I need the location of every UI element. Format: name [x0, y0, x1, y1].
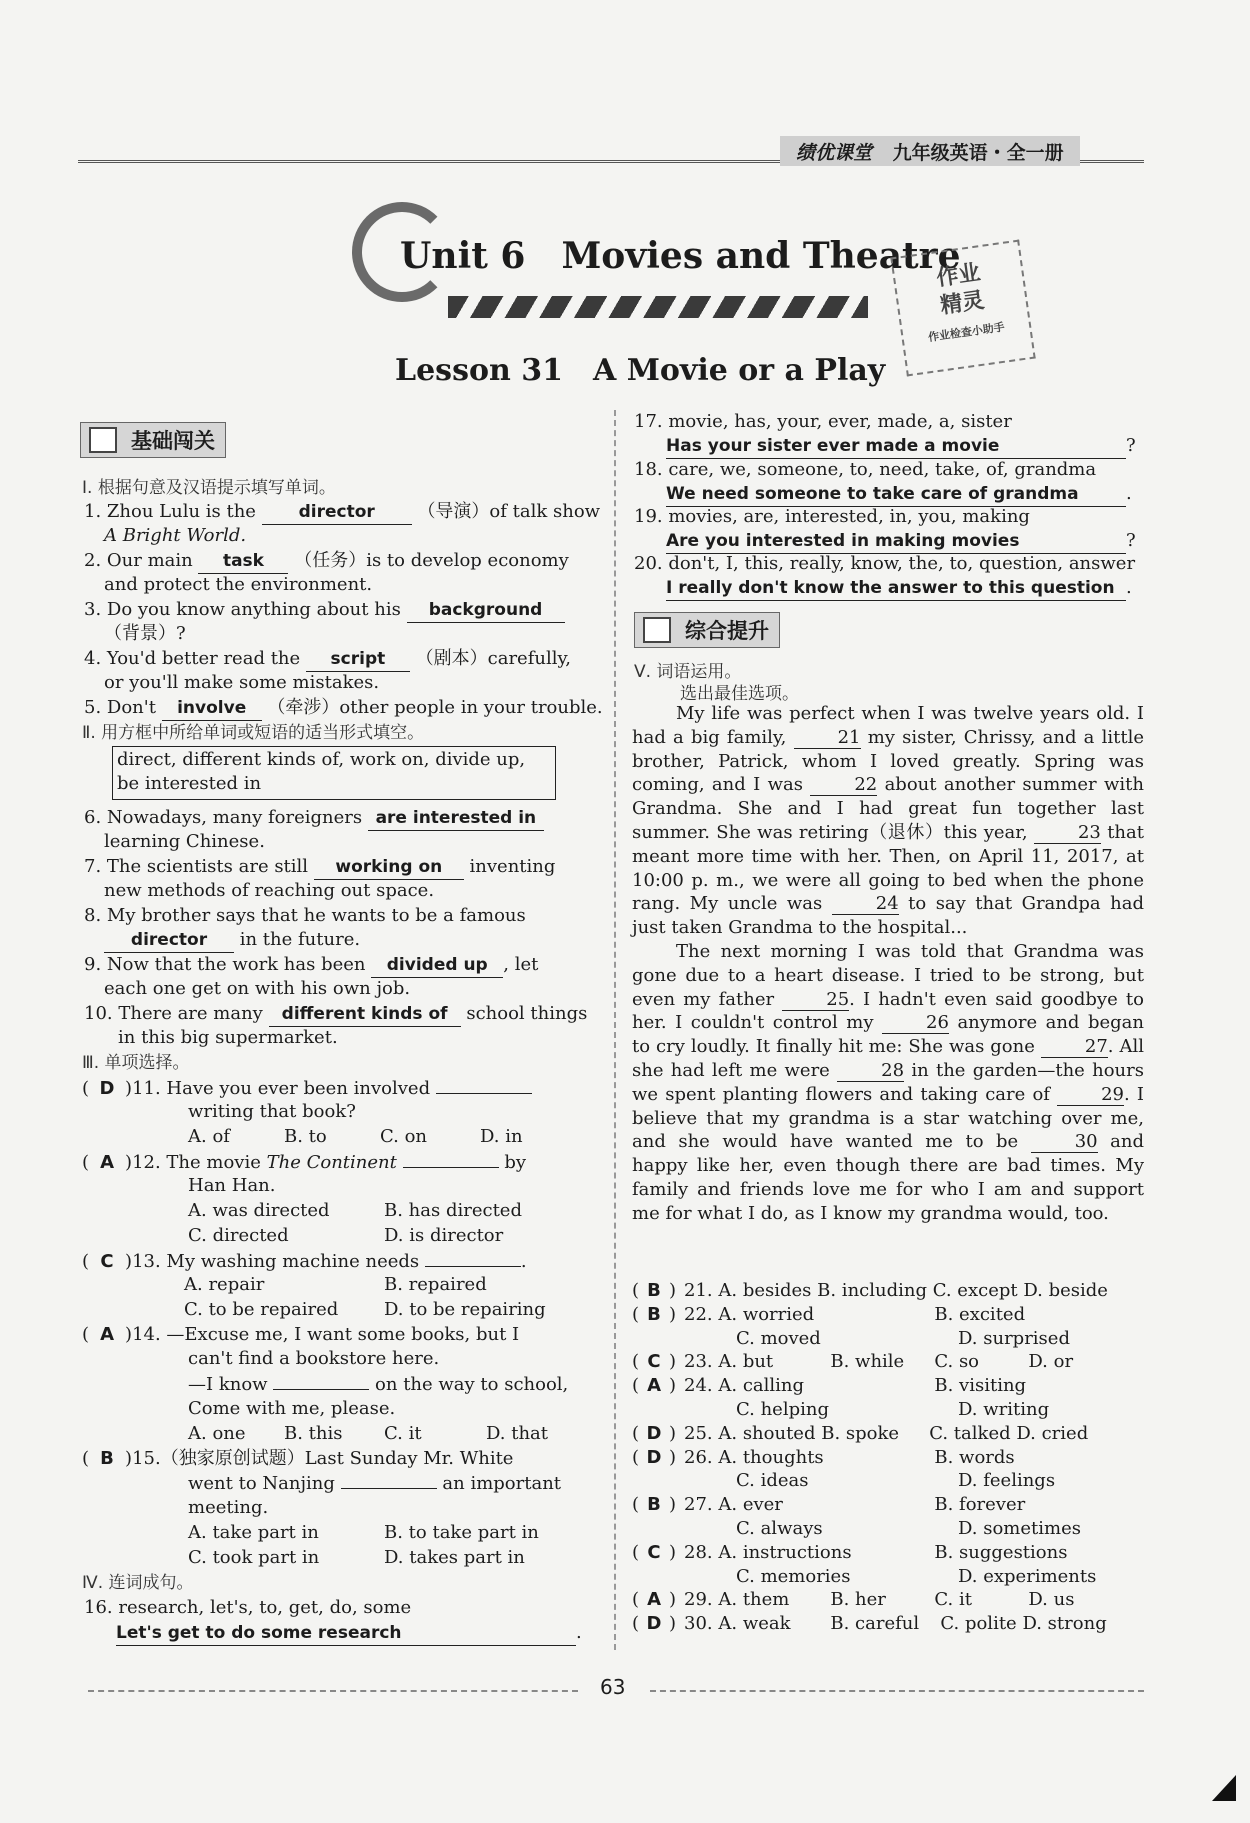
q12-options-b: C. directed D. is director	[188, 1225, 504, 1246]
q3-line2: （背景）?	[104, 623, 186, 644]
choice-27b: C. always D. sometimes	[736, 1517, 1081, 1539]
q12-line2: Han Han.	[188, 1175, 276, 1196]
q11-line2: writing that book?	[188, 1101, 356, 1122]
q14-line3: —I know on the way to school,	[188, 1374, 569, 1395]
footer-rule-left	[88, 1690, 578, 1692]
part1-heading: Ⅰ. 根据句意及汉语提示填写单词。	[82, 478, 336, 498]
q3: 3. Do you know anything about his background	[84, 598, 565, 623]
part3-heading: Ⅲ. 单项选择。	[82, 1053, 190, 1073]
q18-line2: We need someone to take care of grandma .	[666, 482, 1132, 507]
word-box-line1: direct, different kinds of, work on, divide up,	[117, 749, 526, 770]
word-box-line2: be interested in	[117, 773, 262, 794]
q20-answer: I really don't know the answer to this question	[666, 576, 1126, 601]
q12-options-a: A. was directed B. has directed	[188, 1200, 522, 1221]
q3-answer: background	[407, 598, 565, 623]
footer-rule-right	[650, 1690, 1144, 1692]
q16: 16. research, let's, to, get, do, some	[84, 1597, 412, 1618]
section-label: 基础闯关	[131, 429, 215, 453]
choice-26: ( D ) 26. A. thoughts B. words	[632, 1446, 1015, 1468]
choice-22b: C. moved D. surprised	[736, 1327, 1070, 1349]
part5-heading: Ⅴ. 词语运用。	[634, 662, 742, 682]
q15-options-a: A. take part in B. to take part in	[188, 1522, 539, 1543]
choice-21: ( B ) 21. A. besides B. including C. except D. beside	[632, 1280, 1108, 1301]
choice-23: ( C ) 23. A. but B. while C. so D. or	[632, 1351, 1074, 1373]
pencil-note-icon	[89, 427, 117, 453]
q11-answer: D	[99, 1078, 115, 1099]
pencil-note-icon	[643, 617, 671, 643]
q15-options-b: C. took part in D. takes part in	[188, 1547, 525, 1568]
blank-29: 29	[1057, 1085, 1124, 1106]
q17-line2: Has your sister ever made a movie ?	[666, 434, 1136, 459]
choice-29: ( A ) 29. A. them B. her C. it D. us	[632, 1589, 1075, 1611]
page-number: 63	[600, 1675, 626, 1699]
q15-answer: B	[100, 1448, 114, 1469]
section-label: 综合提升	[685, 619, 769, 643]
q2-answer: task	[198, 549, 288, 574]
q4: 4. You'd better read the script （剧本）carefully,	[84, 647, 571, 672]
q15: ( B )15.（独家原创试题）Last Sunday Mr. White	[82, 1448, 514, 1469]
part4-heading: Ⅳ. 连词成句。	[82, 1573, 194, 1593]
q20: 20. don't, I, this, really, know, the, to, question, answer	[634, 553, 1136, 574]
q8: 8. My brother says that he wants to be a famous	[84, 905, 526, 926]
choice-30: ( D ) 30. A. weak B. careful C. polite D. strong	[632, 1613, 1107, 1635]
section-badge-basic	[80, 422, 226, 458]
unit-title: Unit 6 Movies and Theatre	[400, 235, 961, 277]
q19: 19. movies, are, interested, in, you, making	[634, 506, 1030, 527]
q2-line2: and protect the environment.	[104, 574, 373, 595]
q5: 5. Don't involve （牵涉）other people in your trouble.	[84, 696, 603, 721]
q14-line2: can't find a bookstore here.	[188, 1348, 440, 1369]
q7: 7. The scientists are still working on inventing	[84, 855, 555, 880]
corner-triangle	[1212, 1775, 1236, 1801]
blank-28: 28	[837, 1061, 904, 1082]
section-badge-advanced	[634, 612, 780, 648]
q12: ( A )12. The movie The Continent by	[82, 1152, 527, 1173]
blank-21: 21	[794, 728, 861, 749]
q13-answer: C	[100, 1251, 114, 1272]
q14: ( A )14. —Excuse me, I want some books, but I	[82, 1324, 520, 1345]
q1-line2: A Bright World.	[104, 525, 247, 546]
q5-answer: involve	[162, 696, 262, 721]
blank-23: 23	[1034, 823, 1101, 844]
q9: 9. Now that the work has been divided up , let	[84, 953, 538, 978]
q19-line2: Are you interested in making movies ?	[666, 529, 1136, 554]
stripe-graphic	[448, 296, 868, 318]
q1-answer: director	[262, 500, 412, 525]
choice-28b: C. memories D. experiments	[736, 1565, 1097, 1587]
q13: ( C )13. My washing machine needs .	[82, 1251, 527, 1272]
q13-options-b: C. to be repaired D. to be repairing	[184, 1299, 546, 1320]
blank-24: 24	[832, 894, 899, 915]
q1: 1. Zhou Lulu is the director （导演）of talk show	[84, 500, 600, 525]
q4-answer: script	[306, 647, 410, 672]
q6-line2: learning Chinese.	[104, 831, 265, 852]
column-divider	[614, 410, 616, 1650]
q15-line3: meeting.	[188, 1497, 269, 1518]
passage-paragraph-1: My life was perfect when I was twelve years old. I had a big family, 21 my sister, Chrissy, and a little brother, Patrick, whom I loved greatly. Spring was coming, and I was 22 about another summer with Grandma. She and I had great fun together last summer. She was retiring（退休）this year, 23 that meant more time with her. Then, on April 11, 2017, at 10:00 p. m., we were all going to bed when the phone rang. My uncle was 24 to say that Grandpa had just taken Grandma to the hospital...	[632, 703, 1144, 939]
q14-answer: A	[100, 1324, 114, 1345]
cloze-choices	[632, 1279, 1108, 1636]
part2-heading: Ⅱ. 用方框中所给单词或短语的适当形式填空。	[82, 723, 425, 743]
stamp-sub: 作业检查小助手	[927, 320, 1006, 345]
choice-28: ( C ) 28. A. instructions B. suggestions	[632, 1541, 1068, 1563]
header-brand	[780, 136, 1080, 166]
q11-options: A. of B. to C. on D. in	[188, 1126, 523, 1147]
stamp-line1: 作业	[934, 260, 983, 292]
q16-answer: Let's get to do some research	[116, 1621, 576, 1646]
q18-answer: We need someone to take care of grandma	[666, 482, 1126, 507]
choice-22: ( B ) 22. A. worried B. excited	[632, 1303, 1026, 1325]
q17-answer: Has your sister ever made a movie	[666, 434, 1126, 459]
cloze-passage	[632, 702, 1144, 1226]
choice-24b: C. helping D. writing	[736, 1398, 1050, 1420]
q12-answer: A	[100, 1152, 114, 1173]
q14-options: A. one B. this C. it D. that	[188, 1423, 549, 1444]
q4-line2: or you'll make some mistakes.	[104, 672, 380, 693]
word-box	[112, 746, 556, 800]
q15-line2: went to Nanjing an important	[188, 1473, 562, 1494]
q11: ( D )11. Have you ever been involved	[82, 1076, 532, 1101]
q6-answer: are interested in	[368, 806, 544, 831]
book-name: 九年级英语・全一册	[892, 142, 1064, 164]
q10: 10. There are many different kinds of school things	[84, 1002, 587, 1027]
choice-27: ( B ) 27. A. ever B. forever	[632, 1494, 1026, 1516]
passage-paragraph-2: The next morning I was told that Grandma was gone due to a heart disease. I tried to be strong, but even my father 25. I hadn't even said goodbye to her. I couldn't control my 26 anymore and began to cry loudly. It finally hit me: She was gone 27. All she had left me were 28 in the garden—the hours we spent planting flowers and taking care of 29. I believe that my grandma is a star watching over me, and she would have wanted me to be 30 and happy like her, even though there are bad times. My family and friends love me for who I am and support me for what I do, as I know my grandma would, too.	[632, 940, 1145, 1224]
q13-options-a: A. repair B. repaired	[184, 1274, 487, 1295]
homework-stamp	[890, 240, 1035, 377]
q18: 18. care, we, someone, to, need, take, of, grandma	[634, 459, 1097, 480]
q8-line2: director in the future.	[104, 928, 360, 953]
blank-27: 27	[1041, 1037, 1108, 1058]
q10-line2: in this big supermarket.	[118, 1027, 338, 1048]
q17: 17. movie, has, your, ever, made, a, sister	[634, 411, 1012, 432]
q6: 6. Nowadays, many foreigners are interested in	[84, 806, 544, 831]
stamp-line2: 精灵	[938, 288, 986, 319]
q16-line2: Let's get to do some research .	[116, 1621, 582, 1646]
q7-answer: working on	[314, 855, 464, 880]
blank-26: 26	[882, 1013, 949, 1034]
q7-line2: new methods of reaching out space.	[104, 880, 435, 901]
q2: 2. Our main task （任务）is to develop economy	[84, 549, 569, 574]
blank-25: 25	[782, 990, 849, 1011]
q9-line2: each one get on with his own job.	[104, 978, 411, 999]
brand-name: 绩优课堂	[796, 142, 873, 164]
q14-line4: Come with me, please.	[188, 1398, 396, 1419]
q19-answer: Are you interested in making movies	[666, 529, 1126, 554]
q20-line2: I really don't know the answer to this question .	[666, 576, 1132, 601]
choice-26b: C. ideas D. feelings	[736, 1470, 1056, 1492]
q10-answer: different kinds of	[269, 1002, 461, 1027]
lesson-title: Lesson 31 A Movie or a Play	[395, 353, 886, 388]
blank-30: 30	[1031, 1132, 1098, 1153]
blank-22: 22	[810, 775, 877, 796]
part5-sub: 选出最佳选项。	[680, 684, 799, 704]
choice-24: ( A ) 24. A. calling B. visiting	[632, 1375, 1027, 1397]
choice-25: ( D ) 25. A. shouted B. spoke C. talked D. cried	[632, 1422, 1089, 1444]
q9-answer: divided up	[371, 953, 503, 978]
q8-answer: director	[104, 928, 234, 953]
